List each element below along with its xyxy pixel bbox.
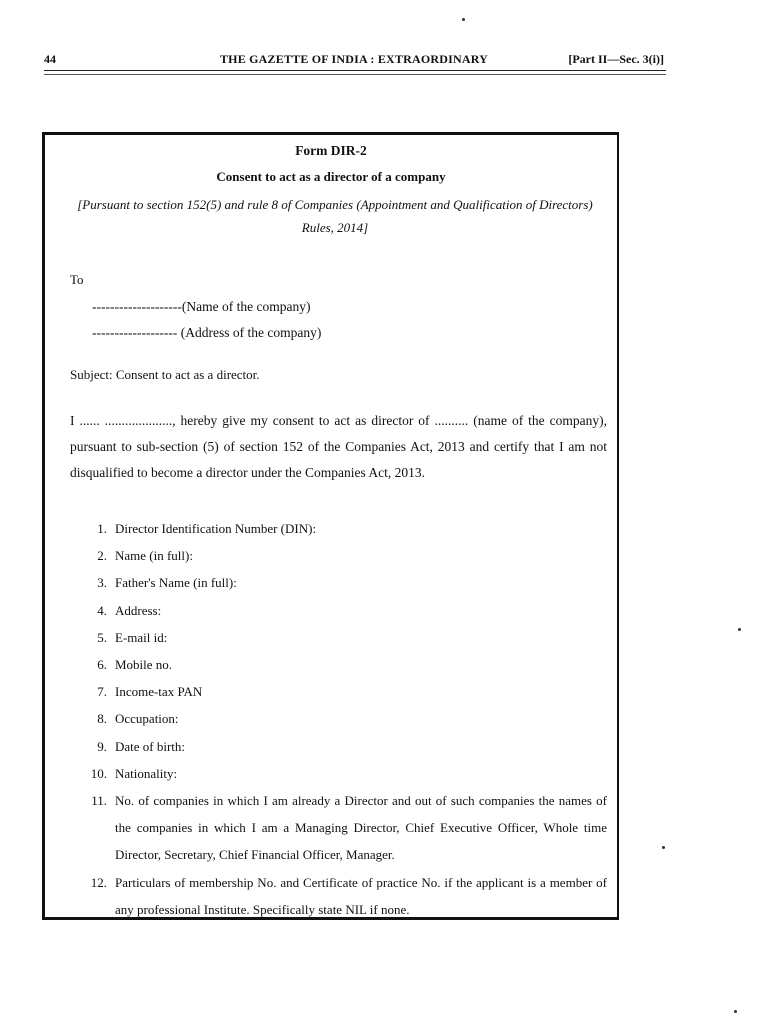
particular-item: [85, 569, 607, 596]
particular-item: [85, 678, 607, 705]
particular-number: 5.: [97, 629, 107, 645]
particular-text: Nationality:: [115, 765, 178, 781]
particular-item: [85, 869, 607, 923]
particular-number: 9.: [97, 738, 107, 754]
scan-speck: [738, 628, 741, 631]
particular-text: No. of companies in which I am already a Director and out of such companies the names of the companies in which I am a Managing Director, Chief Executive Officer, Whole time Director, Secretary, Chief Financial Officer, Manager.: [115, 793, 607, 863]
particular-item: [85, 760, 607, 787]
particular-number: 12.: [90, 874, 107, 890]
particular-item: [85, 705, 607, 732]
particular-item: [85, 651, 607, 678]
header-rule: [44, 70, 666, 71]
particular-text: Particulars of membership No. and Certificate of practice No. if the applicant is a member of any professional Institute. Specifically state NIL if none.: [115, 874, 607, 917]
gazette-title: THE GAZETTE OF INDIA : EXTRAORDINARY: [219, 52, 489, 66]
particular-text: Date of birth:: [115, 738, 186, 754]
particular-text: Father's Name (in full):: [115, 575, 237, 591]
particular-text: Name (in full):: [115, 548, 193, 564]
particular-number: 6.: [97, 657, 107, 673]
page-number: 44: [44, 52, 56, 66]
particular-number: 1.: [97, 521, 107, 536]
particular-item: [85, 787, 607, 869]
subject-line: Subject: Consent to act as a director.: [70, 367, 260, 382]
particular-text: Director Identification Number (DIN):: [115, 521, 317, 536]
particular-item: [85, 542, 607, 569]
form-dir2-box: [42, 132, 619, 920]
particular-number: 8.: [97, 711, 107, 727]
company-address-line: ------------------- (Address of the company): [92, 325, 322, 340]
particular-text: Address:: [115, 602, 162, 618]
to-label: To: [70, 272, 84, 287]
form-subtitle: Consent to act as a director of a company: [216, 169, 446, 184]
particular-item: [85, 733, 607, 760]
header-rule-secondary: [44, 74, 666, 75]
particular-text: Income-tax PAN: [115, 684, 203, 700]
company-name-line: --------------------(Name of the company): [92, 299, 311, 314]
scan-speck: [662, 846, 665, 849]
particulars-list: [85, 515, 607, 923]
particular-item: [85, 597, 607, 624]
scan-speck: [734, 1010, 737, 1013]
consent-paragraph: I ...... ...................., hereby give my consent to act as director of .......... (name of the company), pursuant to sub-section (5) of section 152 of the Companies Act, 2013 and certify that I am not disqualified to become a director under the Companies Act, 2013.: [70, 413, 607, 480]
particular-number: 4.: [97, 602, 107, 618]
particular-number: 11.: [91, 793, 107, 809]
form-title: Form DIR-2: [295, 143, 367, 158]
particular-text: Occupation:: [115, 711, 179, 727]
particular-item: [85, 515, 607, 542]
particular-text: E-mail id:: [115, 629, 168, 645]
section-reference: [Part II—Sec. 3(i)]: [568, 52, 664, 66]
scan-speck: [462, 18, 465, 21]
particular-number: 10.: [90, 765, 107, 781]
particular-text: Mobile no.: [115, 657, 173, 673]
particular-number: 3.: [97, 575, 107, 591]
pursuant-note: [Pursuant to section 152(5) and rule 8 of Companies (Appointment and Qualification of Directors) Rules, 2014]: [77, 197, 593, 235]
gazette-header: [44, 52, 664, 70]
particular-number: 2.: [97, 548, 107, 564]
particular-item: [85, 624, 607, 651]
particular-number: 7.: [97, 684, 107, 700]
